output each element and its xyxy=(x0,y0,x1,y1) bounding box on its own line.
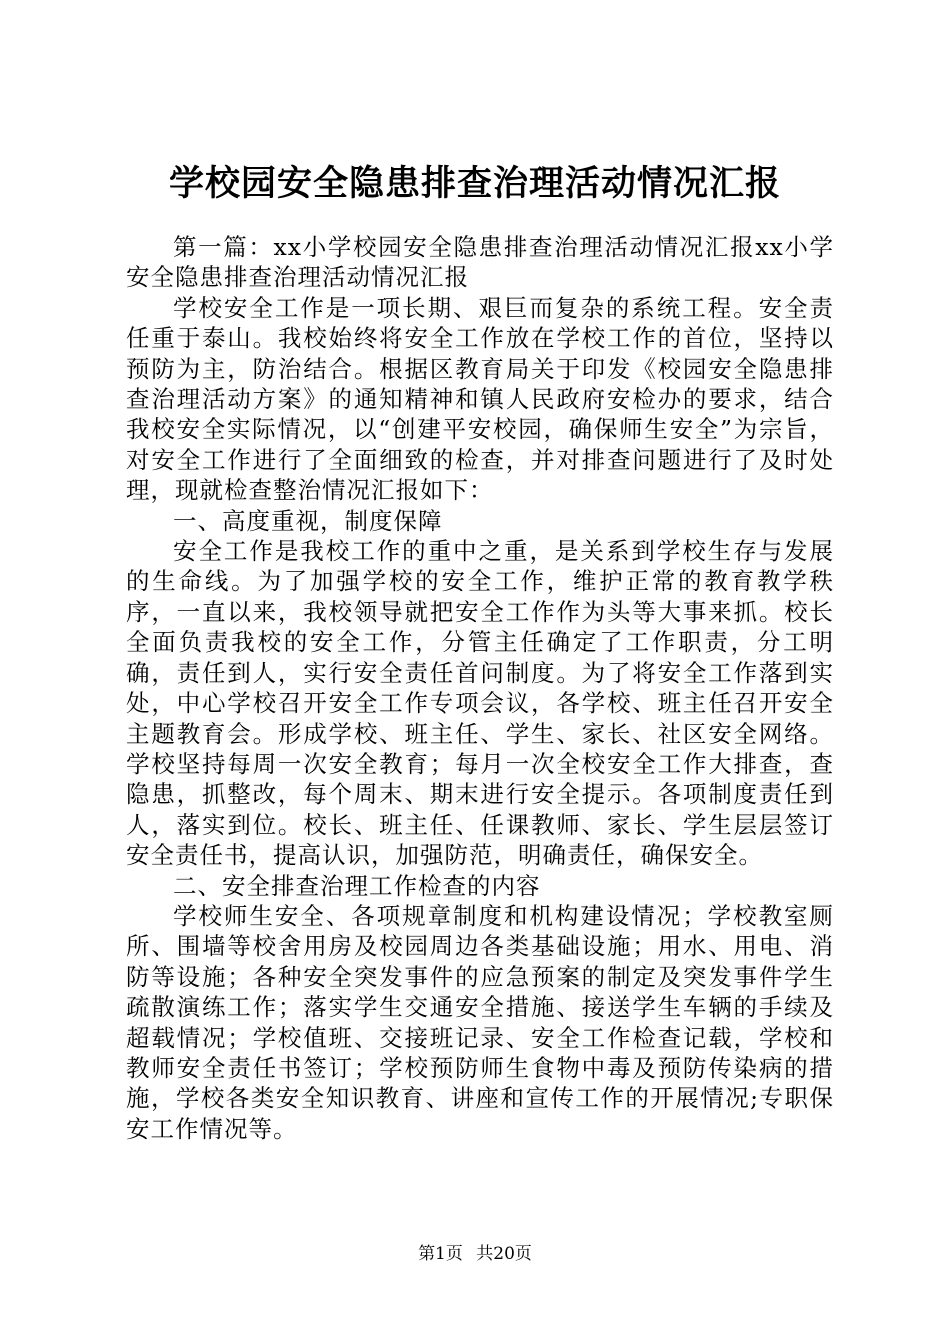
page-number-footer: 第1页 共20页 xyxy=(418,1244,532,1264)
document-title: 学校园安全隐患排查治理活动情况汇报 xyxy=(168,163,781,204)
paragraph-intro: 第一篇：xx小学校园安全隐患排查治理活动情况汇报xx小学安全隐患排查治理活动情况汇报 xyxy=(126,233,834,292)
section-heading-2: 二、安全排查治理工作检查的内容 xyxy=(173,871,541,900)
document-body xyxy=(126,232,834,1144)
paragraph-overview: 学校安全工作是一项长期、艰巨而复杂的系统工程。安全责任重于泰山。我校始终将安全工作放在学校工作的首位，坚持以预防为主，防治结合。根据区教育局关于印发《校园安全隐患排查治理活动方案》的通知精神和镇人民政府安检办的要求，结合我校安全实际情况，以“创建平安校园，确保师生安全”为宗旨，对安全工作进行了全面细致的检查，并对排查问题进行了及时处理，现就检查整治情况汇报如下： xyxy=(126,293,834,505)
paragraph-section-2: 学校师生安全、各项规章制度和机构建设情况；学校教室厕所、围墙等校舍用房及校园周边各类基础设施；用水、用电、消防等设施；各种安全突发事件的应急预案的制定及突发事件学生疏散演练工作；落实学生交通安全措施、接送学生车辆的手续及超载情况；学校值班、交接班记录、安全工作检查记载，学校和教师安全责任书签订；学校预防师生食物中毒及预防传染病的措施，学校各类安全知识教育、讲座和宣传工作的开展情况;专职保安工作情况等。 xyxy=(126,901,834,1143)
section-heading-1: 一、高度重视，制度保障 xyxy=(173,506,443,535)
paragraph-section-1: 安全工作是我校工作的重中之重，是关系到学校生存与发展的生命线。为了加强学校的安全工作，维护正常的教育教学秩序，一直以来，我校领导就把安全工作作为头等大事来抓。校长全面负责我校的安全工作，分管主任确定了工作职责，分工明确，责任到人，实行安全责任首问制度。为了将安全工作落到实处，中心学校召开安全工作专项会议，各学校、班主任召开安全主题教育会。形成学校、班主任、学生、家长、社区安全网络。学校坚持每周一次安全教育；每月一次全校安全工作大排查，查隐患，抓整改，每个周末、期末进行安全提示。各项制度责任到人，落实到位。校长、班主任、任课教师、家长、学生层层签订安全责任书，提高认识，加强防范，明确责任，确保安全。 xyxy=(126,537,834,870)
